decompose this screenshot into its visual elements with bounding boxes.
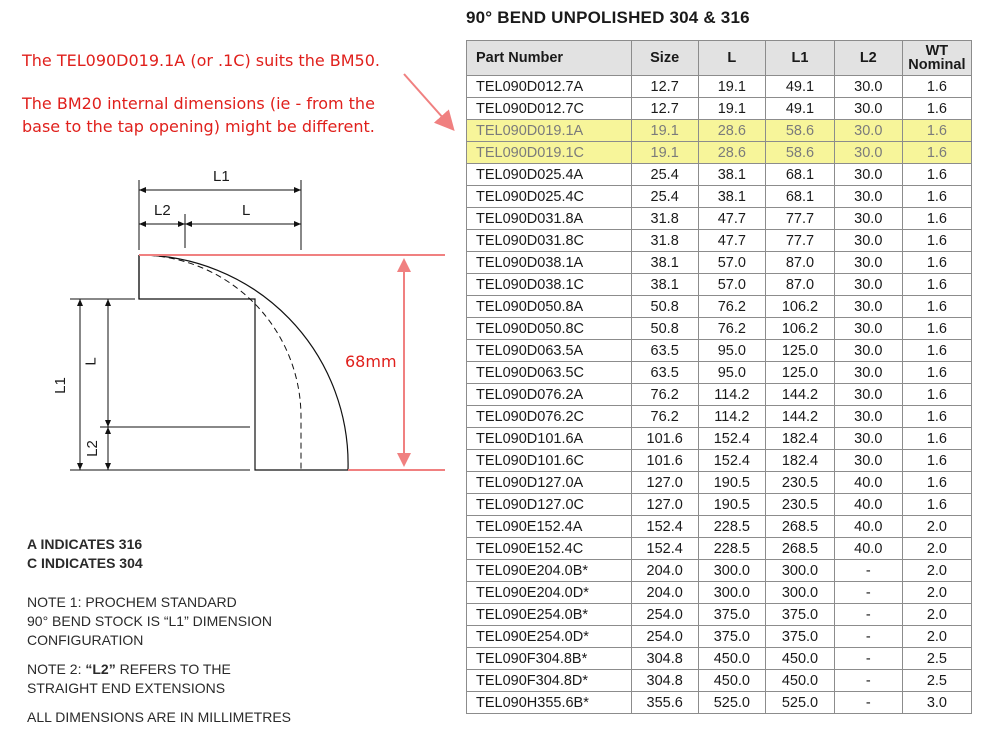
cell-wt: 1.6 (902, 384, 971, 406)
cell-size: 127.0 (631, 472, 698, 494)
label-l-side: L (82, 357, 100, 366)
cell-l2: 30.0 (834, 274, 902, 296)
cell-pn: TEL090D050.8C (467, 318, 632, 340)
note2-bold: “L2” (85, 661, 116, 677)
cell-l1: 375.0 (766, 604, 835, 626)
note1-line3: CONFIGURATION (27, 632, 144, 648)
cell-pn: TEL090D038.1C (467, 274, 632, 296)
cell-l1: 68.1 (766, 164, 835, 186)
cell-l2: - (834, 670, 902, 692)
all-dimensions-note: ALL DIMENSIONS ARE IN MILLIMETRES (27, 709, 291, 725)
cell-wt: 3.0 (902, 692, 971, 714)
header-wt (902, 41, 971, 76)
cell-wt: 1.6 (902, 318, 971, 340)
cell-size: 12.7 (631, 98, 698, 120)
cell-l: 228.5 (698, 516, 766, 538)
table-row (467, 472, 972, 494)
table-row (467, 384, 972, 406)
cell-l1: 125.0 (766, 340, 835, 362)
cell-l2: 30.0 (834, 164, 902, 186)
cell-size: 304.8 (631, 670, 698, 692)
cell-l2: 30.0 (834, 142, 902, 164)
cell-pn: TEL090D063.5C (467, 362, 632, 384)
cell-wt: 2.0 (902, 626, 971, 648)
cell-wt: 2.0 (902, 560, 971, 582)
table-row (467, 296, 972, 318)
cell-size: 254.0 (631, 626, 698, 648)
cell-pn: TEL090D127.0A (467, 472, 632, 494)
table-row (467, 406, 972, 428)
table-row (467, 274, 972, 296)
cell-l1: 268.5 (766, 516, 835, 538)
cell-pn: TEL090D012.7C (467, 98, 632, 120)
cell-size: 204.0 (631, 582, 698, 604)
cell-l1: 268.5 (766, 538, 835, 560)
table-row (467, 648, 972, 670)
cell-pn: TEL090E152.4C (467, 538, 632, 560)
table-row (467, 428, 972, 450)
cell-l2: 40.0 (834, 538, 902, 560)
cell-size: 101.6 (631, 428, 698, 450)
label-l2-side: L2 (83, 440, 101, 457)
cell-pn: TEL090F304.8D* (467, 670, 632, 692)
header-wt-line1: WT (925, 43, 949, 59)
note2-rest: REFERS TO THE (115, 661, 231, 677)
cell-size: 50.8 (631, 318, 698, 340)
cell-size: 38.1 (631, 274, 698, 296)
cell-pn: TEL090D019.1A (467, 120, 632, 142)
cell-l1: 450.0 (766, 648, 835, 670)
cell-size: 76.2 (631, 406, 698, 428)
table-row (467, 230, 972, 252)
cell-l2: 30.0 (834, 296, 902, 318)
cell-l1: 375.0 (766, 626, 835, 648)
cell-l2: 30.0 (834, 384, 902, 406)
cell-l1: 58.6 (766, 120, 835, 142)
cell-pn: TEL090D019.1C (467, 142, 632, 164)
cell-size: 254.0 (631, 604, 698, 626)
cell-l1: 49.1 (766, 98, 835, 120)
cell-l2: - (834, 692, 902, 714)
cell-l: 228.5 (698, 538, 766, 560)
cell-l2: 30.0 (834, 230, 902, 252)
header-l1: L1 (766, 41, 835, 76)
table-row (467, 582, 972, 604)
cell-l: 300.0 (698, 582, 766, 604)
cell-size: 31.8 (631, 230, 698, 252)
cell-l2: 30.0 (834, 362, 902, 384)
cell-l1: 49.1 (766, 76, 835, 98)
spec-table (466, 40, 972, 714)
cell-l2: - (834, 560, 902, 582)
note2-prefix: NOTE 2: (27, 661, 86, 677)
page-title: 90° BEND UNPOLISHED 304 & 316 (466, 8, 750, 27)
note2-line2: STRAIGHT END EXTENSIONS (27, 680, 226, 696)
cell-l1: 144.2 (766, 384, 835, 406)
cell-l2: 30.0 (834, 340, 902, 362)
cell-wt: 1.6 (902, 428, 971, 450)
table-row (467, 362, 972, 384)
cell-l: 114.2 (698, 384, 766, 406)
cell-pn: TEL090E254.0D* (467, 626, 632, 648)
cell-wt: 2.0 (902, 516, 971, 538)
note-a-indicates: A INDICATES 316 (27, 536, 143, 552)
table-row (467, 98, 972, 120)
cell-size: 25.4 (631, 164, 698, 186)
measure-label: 68mm (345, 352, 397, 371)
cell-l1: 125.0 (766, 362, 835, 384)
header-wt-line2: Nominal (908, 57, 966, 73)
cell-l1: 68.1 (766, 186, 835, 208)
cell-size: 152.4 (631, 538, 698, 560)
cell-l1: 182.4 (766, 450, 835, 472)
table-row (467, 494, 972, 516)
cell-wt: 2.0 (902, 538, 971, 560)
cell-size: 355.6 (631, 692, 698, 714)
cell-wt: 1.6 (902, 186, 971, 208)
cell-l1: 106.2 (766, 296, 835, 318)
cell-size: 63.5 (631, 340, 698, 362)
table-row (467, 670, 972, 692)
cell-l: 47.7 (698, 208, 766, 230)
cell-wt: 2.0 (902, 604, 971, 626)
cell-size: 204.0 (631, 560, 698, 582)
table-body (467, 76, 972, 714)
cell-l1: 106.2 (766, 318, 835, 340)
table-row (467, 560, 972, 582)
cell-l: 375.0 (698, 626, 766, 648)
bend-diagram (0, 160, 460, 490)
cell-wt: 1.6 (902, 76, 971, 98)
table-row (467, 340, 972, 362)
cell-l: 95.0 (698, 340, 766, 362)
cell-l2: 30.0 (834, 450, 902, 472)
cell-l2: 30.0 (834, 406, 902, 428)
cell-l: 38.1 (698, 186, 766, 208)
cell-l2: 30.0 (834, 428, 902, 450)
table-row (467, 318, 972, 340)
note1-line1: NOTE 1: PROCHEM STANDARD (27, 594, 237, 610)
cell-size: 127.0 (631, 494, 698, 516)
cell-l1: 450.0 (766, 670, 835, 692)
cell-l: 28.6 (698, 120, 766, 142)
cell-wt: 1.6 (902, 274, 971, 296)
annotation-line-2: The BM20 internal dimensions (ie - from the (22, 94, 375, 113)
cell-l: 57.0 (698, 252, 766, 274)
header-part-number: Part Number (467, 41, 632, 76)
cell-wt: 2.0 (902, 582, 971, 604)
header-l: L (698, 41, 766, 76)
table-header-row (467, 41, 972, 76)
notes-block (27, 535, 447, 727)
cell-l1: 230.5 (766, 494, 835, 516)
cell-wt: 2.5 (902, 670, 971, 692)
cell-l1: 525.0 (766, 692, 835, 714)
note1-line2: 90° BEND STOCK IS “L1” DIMENSION (27, 613, 272, 629)
label-l2-top: L2 (154, 202, 171, 219)
cell-l2: 40.0 (834, 494, 902, 516)
table-row (467, 252, 972, 274)
cell-l1: 87.0 (766, 274, 835, 296)
cell-l: 450.0 (698, 648, 766, 670)
table-row (467, 142, 972, 164)
cell-wt: 1.6 (902, 164, 971, 186)
cell-wt: 1.6 (902, 98, 971, 120)
cell-wt: 2.5 (902, 648, 971, 670)
label-l1-top: L1 (213, 168, 230, 185)
cell-l1: 182.4 (766, 428, 835, 450)
cell-l2: 40.0 (834, 516, 902, 538)
cell-size: 101.6 (631, 450, 698, 472)
cell-l: 19.1 (698, 98, 766, 120)
cell-l1: 77.7 (766, 208, 835, 230)
cell-l: 190.5 (698, 494, 766, 516)
cell-pn: TEL090D101.6A (467, 428, 632, 450)
cell-pn: TEL090E254.0B* (467, 604, 632, 626)
cell-pn: TEL090E204.0B* (467, 560, 632, 582)
cell-size: 12.7 (631, 76, 698, 98)
cell-wt: 1.6 (902, 252, 971, 274)
cell-l2: - (834, 604, 902, 626)
cell-wt: 1.6 (902, 230, 971, 252)
cell-l2: 40.0 (834, 472, 902, 494)
cell-size: 19.1 (631, 120, 698, 142)
cell-pn: TEL090D076.2C (467, 406, 632, 428)
cell-l: 450.0 (698, 670, 766, 692)
cell-wt: 1.6 (902, 120, 971, 142)
table-row (467, 76, 972, 98)
cell-l: 38.1 (698, 164, 766, 186)
cell-pn: TEL090D031.8C (467, 230, 632, 252)
cell-l2: 30.0 (834, 318, 902, 340)
cell-pn: TEL090D050.8A (467, 296, 632, 318)
cell-wt: 1.6 (902, 296, 971, 318)
cell-l: 190.5 (698, 472, 766, 494)
cell-pn: TEL090D012.7A (467, 76, 632, 98)
cell-l: 76.2 (698, 296, 766, 318)
header-l2: L2 (834, 41, 902, 76)
cell-l: 47.7 (698, 230, 766, 252)
cell-wt: 1.6 (902, 450, 971, 472)
label-l1-side: L1 (51, 377, 69, 394)
table-row (467, 164, 972, 186)
cell-l: 28.6 (698, 142, 766, 164)
table-row (467, 186, 972, 208)
annotation-line-3: base to the tap opening) might be different. (22, 117, 375, 136)
header-size: Size (631, 41, 698, 76)
table-row (467, 538, 972, 560)
cell-l2: - (834, 648, 902, 670)
cell-l2: - (834, 582, 902, 604)
cell-l: 375.0 (698, 604, 766, 626)
cell-pn: TEL090D127.0C (467, 494, 632, 516)
cell-l1: 300.0 (766, 582, 835, 604)
cell-pn: TEL090D031.8A (467, 208, 632, 230)
cell-l1: 77.7 (766, 230, 835, 252)
table-row (467, 692, 972, 714)
cell-l1: 230.5 (766, 472, 835, 494)
cell-wt: 1.6 (902, 362, 971, 384)
cell-l: 76.2 (698, 318, 766, 340)
cell-l2: 30.0 (834, 252, 902, 274)
cell-l: 57.0 (698, 274, 766, 296)
cell-size: 50.8 (631, 296, 698, 318)
cell-pn: TEL090D038.1A (467, 252, 632, 274)
cell-l2: 30.0 (834, 186, 902, 208)
cell-pn: TEL090H355.6B* (467, 692, 632, 714)
table-row (467, 626, 972, 648)
cell-l: 152.4 (698, 428, 766, 450)
cell-size: 63.5 (631, 362, 698, 384)
cell-l: 19.1 (698, 76, 766, 98)
cell-l2: 30.0 (834, 208, 902, 230)
table-row (467, 604, 972, 626)
cell-l2: - (834, 626, 902, 648)
cell-size: 76.2 (631, 384, 698, 406)
cell-pn: TEL090D101.6C (467, 450, 632, 472)
cell-wt: 1.6 (902, 142, 971, 164)
cell-l: 95.0 (698, 362, 766, 384)
cell-l: 300.0 (698, 560, 766, 582)
annotation-line-1: The TEL090D019.1A (or .1C) suits the BM50. (22, 51, 380, 70)
cell-l2: 30.0 (834, 120, 902, 142)
cell-l1: 87.0 (766, 252, 835, 274)
cell-l2: 30.0 (834, 76, 902, 98)
note2-line1 (27, 660, 447, 679)
cell-pn: TEL090D025.4C (467, 186, 632, 208)
cell-size: 19.1 (631, 142, 698, 164)
cell-l1: 300.0 (766, 560, 835, 582)
cell-l: 525.0 (698, 692, 766, 714)
note-c-indicates: C INDICATES 304 (27, 555, 143, 571)
table-row (467, 120, 972, 142)
cell-size: 38.1 (631, 252, 698, 274)
cell-wt: 1.6 (902, 494, 971, 516)
cell-wt: 1.6 (902, 472, 971, 494)
cell-pn: TEL090F304.8B* (467, 648, 632, 670)
table-row (467, 516, 972, 538)
cell-l: 152.4 (698, 450, 766, 472)
cell-pn: TEL090E152.4A (467, 516, 632, 538)
label-l-top: L (242, 202, 251, 219)
cell-pn: TEL090D025.4A (467, 164, 632, 186)
cell-pn: TEL090D063.5A (467, 340, 632, 362)
cell-l1: 58.6 (766, 142, 835, 164)
cell-pn: TEL090D076.2A (467, 384, 632, 406)
table-row (467, 208, 972, 230)
cell-size: 304.8 (631, 648, 698, 670)
cell-wt: 1.6 (902, 208, 971, 230)
cell-pn: TEL090E204.0D* (467, 582, 632, 604)
cell-size: 25.4 (631, 186, 698, 208)
cell-size: 152.4 (631, 516, 698, 538)
cell-l1: 144.2 (766, 406, 835, 428)
table-row (467, 450, 972, 472)
cell-l: 114.2 (698, 406, 766, 428)
cell-wt: 1.6 (902, 340, 971, 362)
cell-size: 31.8 (631, 208, 698, 230)
cell-wt: 1.6 (902, 406, 971, 428)
cell-l2: 30.0 (834, 98, 902, 120)
